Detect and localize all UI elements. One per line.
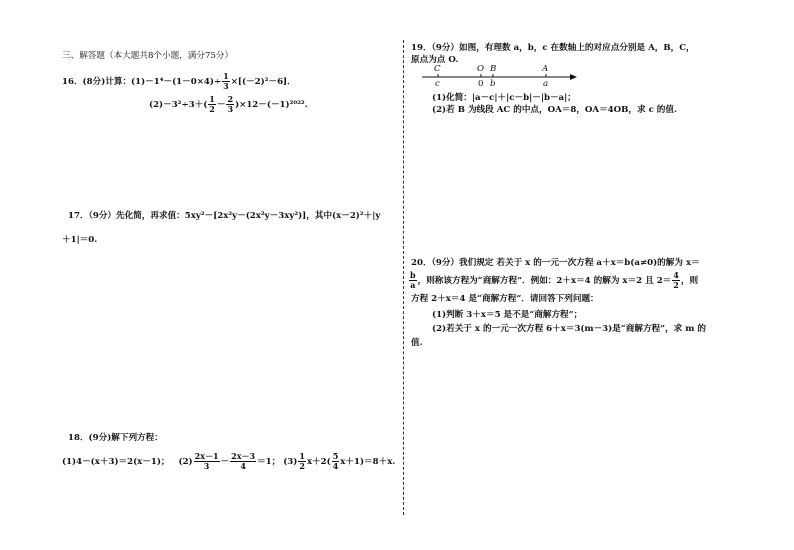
q20-frac-42: $\frac{4}{2}$ [673,270,679,290]
q16-head: 16．(8分)计算： [62,77,132,87]
q20-line2-text: ，则称该方程为“商解方程”．例如：2＋x＝4 的解为 x＝2 且 2＝ [417,276,672,286]
q16-frac: $\frac{1}{3}$ [223,71,229,91]
q17-line1: 17．（9分）先化简，再求值：5xy²－[2x²y－(2x²y－3xy²)]，其中(x－2)²＋|y [68,211,381,221]
q18-eq2-label: (2) [178,457,193,467]
q16-minus: － [216,100,226,110]
q16-part1-a: (1)－1⁴－(1－0×4)÷ [131,77,222,87]
q16-part1-b: ×[(－2)²－6]． [230,77,296,87]
q19-line2: 原点为点 O. [411,55,459,65]
q20-frac-ba: $\frac{b}{a}$ [410,270,416,290]
q19-line1: 19．（9分）如图，有理数 a，b，c 在数轴上的对应点分别是 A，B，C， [411,43,695,53]
q16-frac-a: $\frac{1}{2}$ [209,94,215,114]
label-B: B [490,64,497,74]
q19-part2: (2)若 B 为线段 AC 的中点，OA＝8，OA＝4OB，求 c 的值. [432,105,677,115]
q20-part2: (2)若关于 x 的一元一次方程 6＋x＝3(m－3)是“商解方程”，求 m 的 [432,324,706,334]
label-c: c [435,79,440,89]
q20-line2-tail: ，则 [680,276,699,286]
q18-eq1: (1)4－(x＋3)＝2(x－1)； [62,457,170,467]
number-line [420,65,580,93]
q18-eq3-label: (3) [283,457,298,467]
q18-minus: － [220,457,230,467]
label-A: A [542,64,549,74]
axis-arrow [570,74,577,80]
q18-eq3-tail: x＋1)＝8＋x. [340,457,396,467]
label-a: a [543,79,549,89]
q17-line2: ＋1|＝0. [62,235,98,245]
q20-part1: (1)判断 3＋x＝5 是不是“商解方程”； [432,310,583,320]
q20-line3: 方程 2＋x＝4 是“商解方程”．请回答下列问题： [411,294,599,304]
q18-eq3-mid: x＋2( [306,457,331,467]
number-line-svg [420,65,580,93]
label-O: O [477,64,485,74]
section-heading: 三、解答题（本大题共8个小题，满分75分） [62,51,234,61]
q20-part2-tail: 值. [411,338,423,348]
label-b: b [490,79,496,89]
q18-eq2-tail: ＝1； [257,457,281,467]
q16-line2 [149,95,308,114]
q18-frac-1: $\frac{2x-1}{3}$ [194,451,219,471]
q16-frac-b: $\frac{2}{3}$ [227,94,234,114]
q16-line1 [62,72,296,91]
q18-frac-4: $\frac{5}{4}$ [332,451,339,471]
q18-frac-2: $\frac{2x-3}{4}$ [231,451,256,471]
label-C: C [434,64,441,74]
q18-frac-3: $\frac{1}{2}$ [299,451,305,471]
q16-part2-a: (2)－3²÷3＋( [149,100,208,110]
q18-equations [62,452,395,471]
column-divider [403,40,404,515]
q18-head: 18．(9分)解下列方程： [68,433,163,443]
q19-part1: (1)化简：|a－c|＋|c－b|－|b－a|； [432,93,576,103]
q16-part2-b: )×12－(－1)²⁰²². [235,100,308,110]
label-zero: 0 [478,79,484,89]
q20-line2 [408,271,698,290]
q20-line1: 20．（9分）我们规定 若关于 x 的一元一次方程 a＋x＝b(a≠0)的解为 x＝ [411,258,700,268]
